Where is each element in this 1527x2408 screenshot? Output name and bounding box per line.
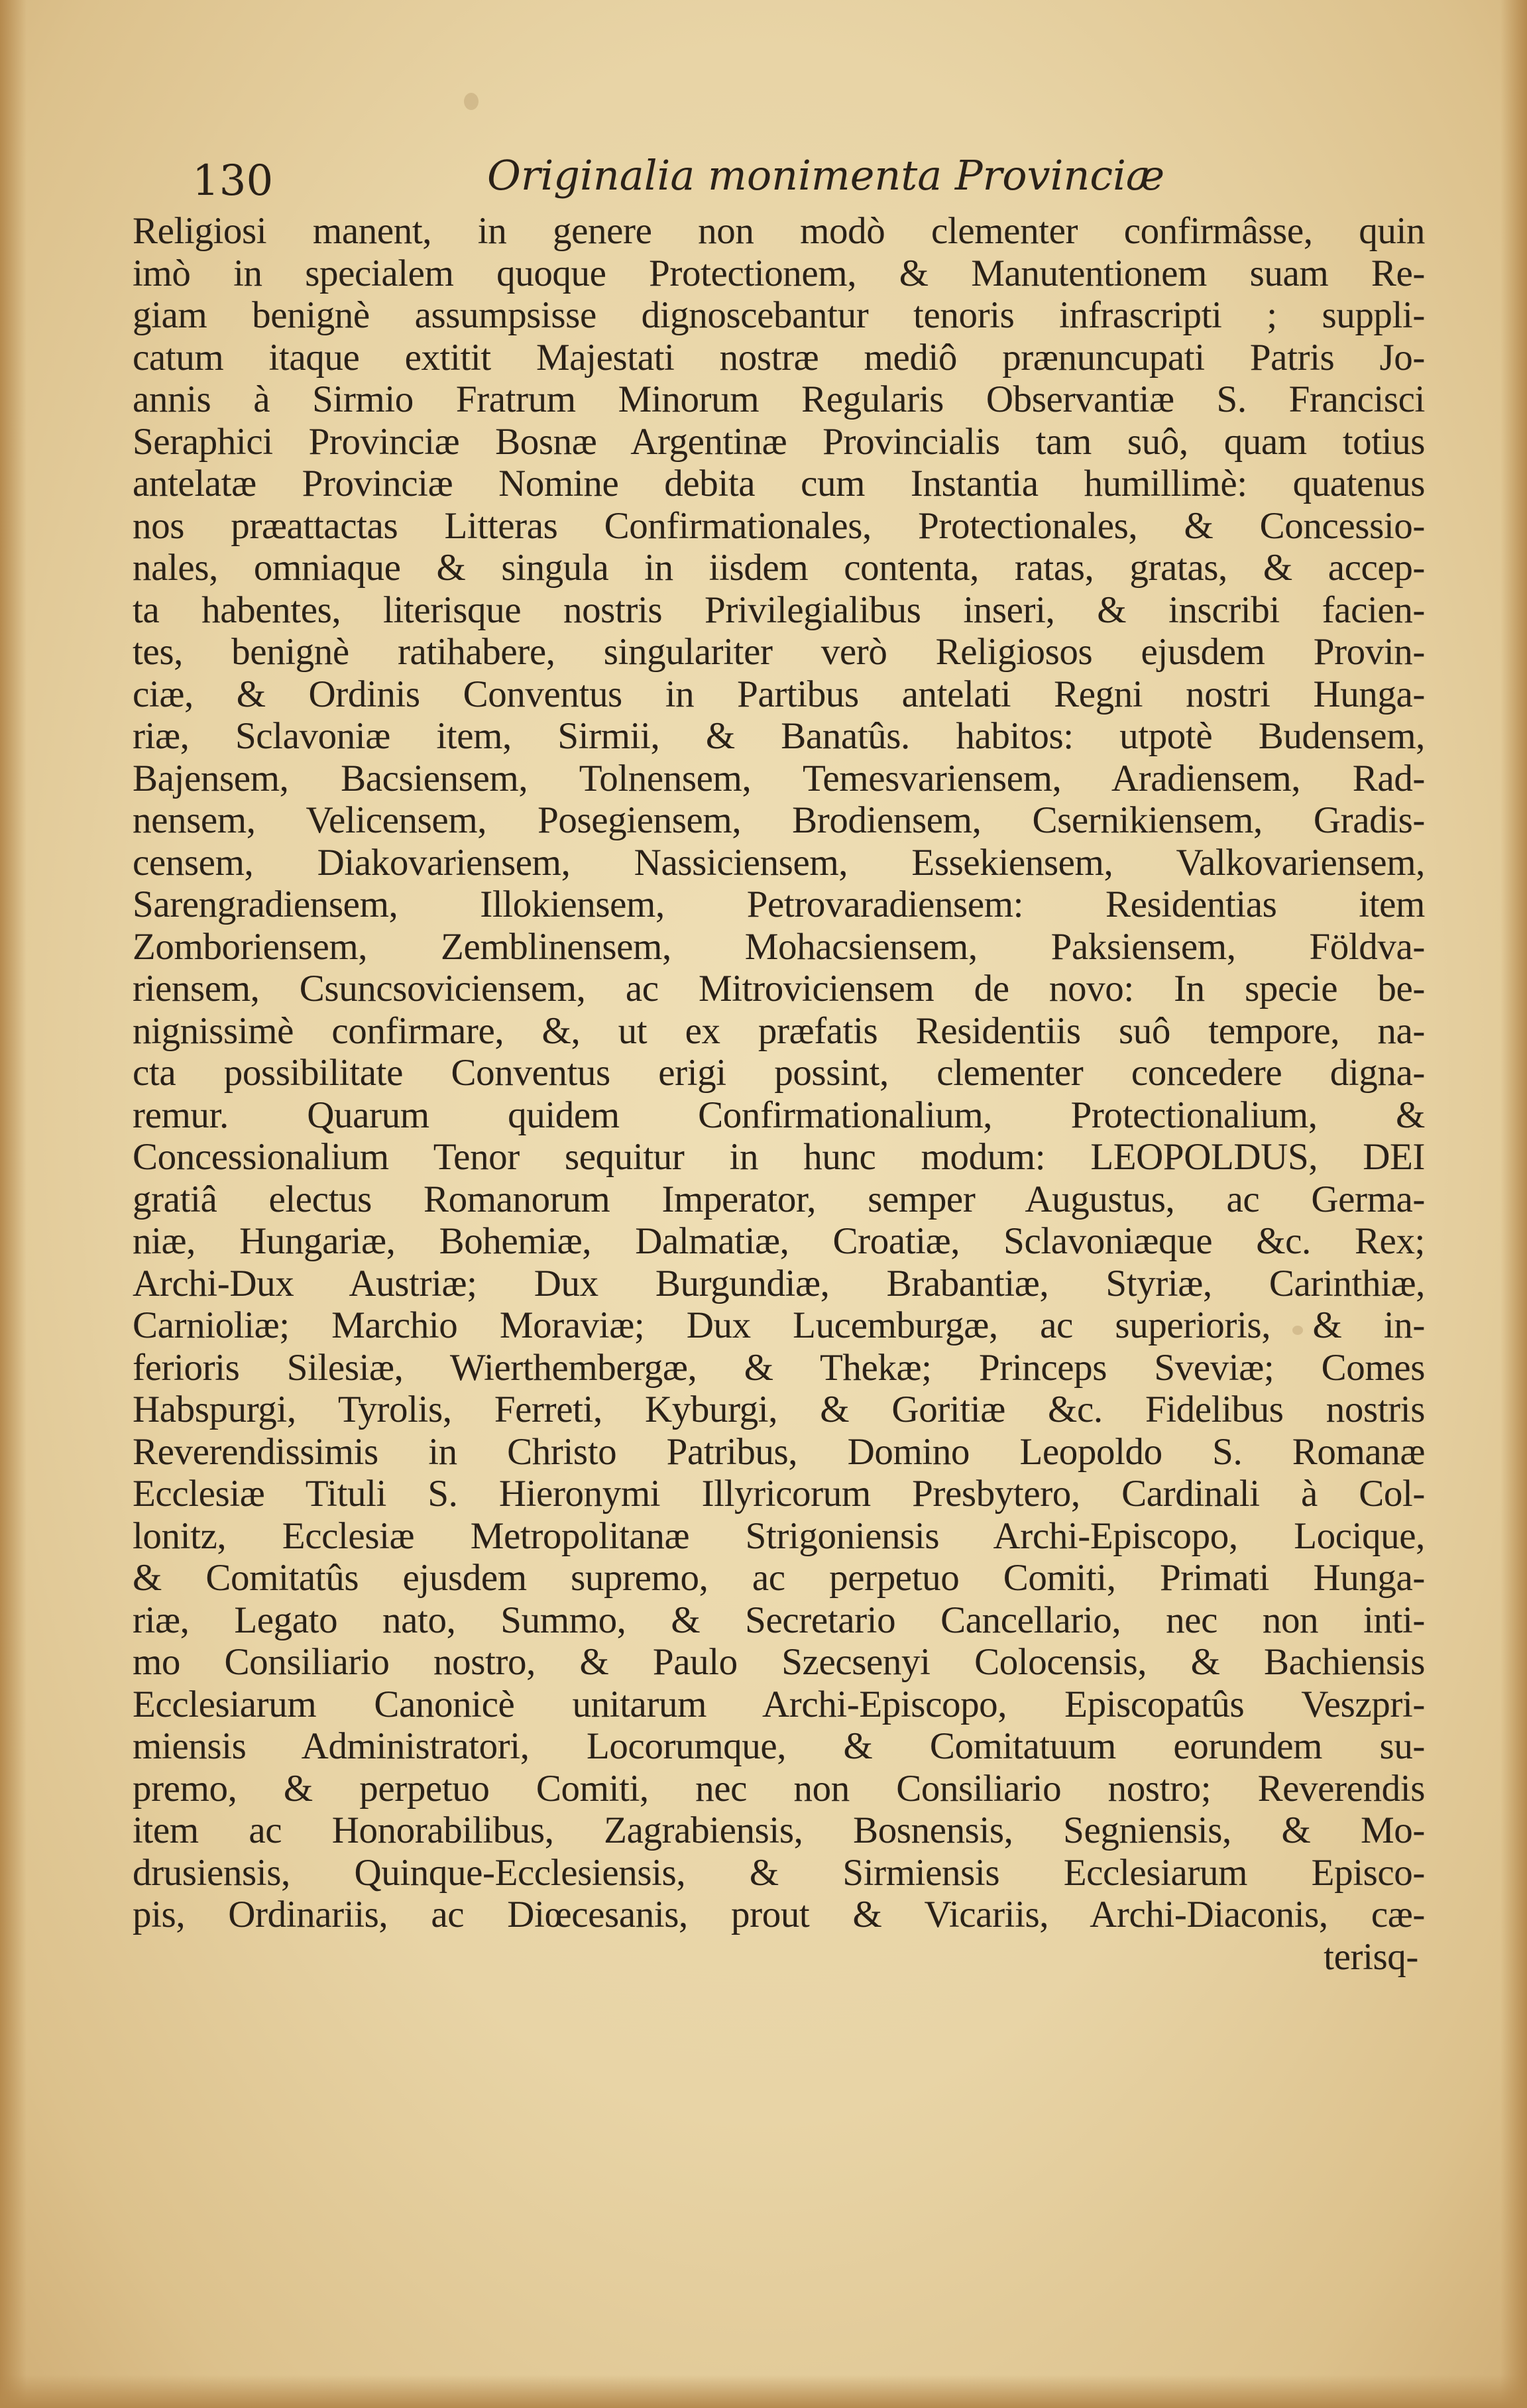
text-line: catum itaque extitit Majestati nostræ mediô prænuncupati Patris Jo-	[133, 336, 1425, 378]
text-line: giam benignè assumpsisse dignoscebantur tenoris infrascripti ; suppli-	[133, 294, 1425, 336]
text-line: gratiâ electus Romanorum Imperator, semper Augustus, ac Germa-	[133, 1178, 1425, 1220]
text-line: Seraphici Provinciæ Bosnæ Argentinæ Provincialis tam suô, quam totius	[133, 420, 1425, 463]
text-line: Religiosi manent, in genere non modò clementer confirmâsse, quin	[133, 210, 1425, 252]
text-line: nales, omniaque & singula in iisdem contenta, ratas, gratas, & accep-	[133, 547, 1425, 589]
text-line: pis, Ordinariis, ac Diœcesanis, prout & Vicariis, Archi-Diaconis, cæ-	[133, 1894, 1425, 1935]
text-line: annis à Sirmio Fratrum Minorum Regularis Observantiæ S. Francisci	[133, 378, 1425, 420]
page-edge-bottom	[0, 2375, 1527, 2408]
text-line: nignissimè confirmare, &, ut ex præfatis Residentiis suô tempore, na-	[133, 1009, 1425, 1052]
text-line: item ac Honorabilibus, Zagrabiensis, Bosnensis, Segniensis, & Mo-	[133, 1809, 1425, 1851]
text-line: Reverendissimis in Christo Patribus, Domino Leopoldo S. Romanæ	[133, 1430, 1425, 1473]
text-line: nos præattactas Litteras Confirmationales, Protectionales, & Concessio-	[133, 504, 1425, 547]
text-line: Bajensem, Bacsiensem, Tolnensem, Temesvariensem, Aradiensem, Rad-	[133, 757, 1425, 799]
text-line: riæ, Sclavoniæ item, Sirmii, & Banatûs. habitos: utpotè Budensem,	[133, 715, 1425, 757]
text-line: ta habentes, literisque nostris Privilegialibus inseri, & inscribi facien-	[133, 589, 1425, 631]
text-line: riæ, Legato nato, Summo, & Secretario Cancellario, nec non inti-	[133, 1599, 1425, 1641]
text-line: Ecclesiæ Tituli S. Hieronymi Illyricorum Presbytero, Cardinali à Col-	[133, 1473, 1425, 1515]
text-line: premo, & perpetuo Comiti, nec non Consiliario nostro; Reverendis	[133, 1767, 1425, 1809]
text-line: Archi-Dux Austriæ; Dux Burgundiæ, Brabantiæ, Styriæ, Carinthiæ,	[133, 1262, 1425, 1304]
paper-stain	[464, 93, 479, 110]
page-header	[186, 144, 1445, 211]
text-line: Habspurgi, Tyrolis, Ferreti, Kyburgi, & Goritiæ &c. Fidelibus nostris	[133, 1389, 1425, 1430]
text-line: mo Consiliario nostro, & Paulo Szecsenyi Colocensis, & Bachiensis	[133, 1641, 1425, 1683]
text-line: nensem, Velicensem, Posegiensem, Brodiensem, Csernikiensem, Gradis-	[133, 799, 1425, 841]
text-line: antelatæ Provinciæ Nomine debita cum Instantia humillimè: quatenus	[133, 463, 1425, 504]
body-text	[133, 210, 1425, 1978]
text-line: drusiensis, Quinque-Ecclesiensis, & Sirmiensis Ecclesiarum Episco-	[133, 1851, 1425, 1894]
text-line: lonitz, Ecclesiæ Metropolitanæ Strigoniensis Archi-Episcopo, Locique,	[133, 1515, 1425, 1557]
text-line: & Comitatûs ejusdem supremo, ac perpetuo Comiti, Primati Hunga-	[133, 1557, 1425, 1599]
text-line: tes, benignè ratihabere, singulariter verò Religiosos ejusdem Provin-	[133, 631, 1425, 673]
page-edge-left	[0, 0, 27, 2408]
text-line: riensem, Csuncsoviciensem, ac Mitroviciensem de novo: In specie be-	[133, 968, 1425, 1009]
text-line: imò in specialem quoque Protectionem, & Manutentionem suam Re-	[133, 252, 1425, 294]
running-title: Originalia monimenta Provinciæ	[487, 151, 1165, 200]
text-line: Concessionalium Tenor sequitur in hunc modum: LEOPOLDUS, DEI	[133, 1136, 1425, 1178]
text-line: Sarengradiensem, Illokiensem, Petrovaradiensem: Residentias item	[133, 884, 1425, 925]
text-line: ferioris Silesiæ, Wierthembergæ, & Thekæ; Princeps Sveviæ; Comes	[133, 1346, 1425, 1389]
text-line: remur. Quarum quidem Confirmationalium, Protectionalium, &	[133, 1094, 1425, 1136]
text-line: miensis Administratori, Locorumque, & Comitatuum eorundem su-	[133, 1725, 1425, 1767]
page-edge-right	[1500, 0, 1527, 2408]
text-line: Carnioliæ; Marchio Moraviæ; Dux Lucemburgæ, ac superioris, & in-	[133, 1304, 1425, 1346]
text-line: Zomboriensem, Zemblinensem, Mohacsiensem, Paksiensem, Földva-	[133, 925, 1425, 968]
catchword: terisq-	[1324, 1935, 1418, 1978]
text-line: niæ, Hungariæ, Bohemiæ, Dalmatiæ, Croatiæ, Sclavoniæque &c. Rex;	[133, 1220, 1425, 1262]
text-line: cta possibilitate Conventus erigi possint, clementer concedere digna-	[133, 1052, 1425, 1094]
text-line: Ecclesiarum Canonicè unitarum Archi-Episcopo, Episcopatûs Veszpri-	[133, 1683, 1425, 1725]
page-number: 130	[192, 156, 274, 205]
text-line: censem, Diakovariensem, Nassiciensem, Essekiensem, Valkovariensem,	[133, 841, 1425, 884]
text-line: ciæ, & Ordinis Conventus in Partibus antelati Regni nostri Hunga-	[133, 673, 1425, 715]
